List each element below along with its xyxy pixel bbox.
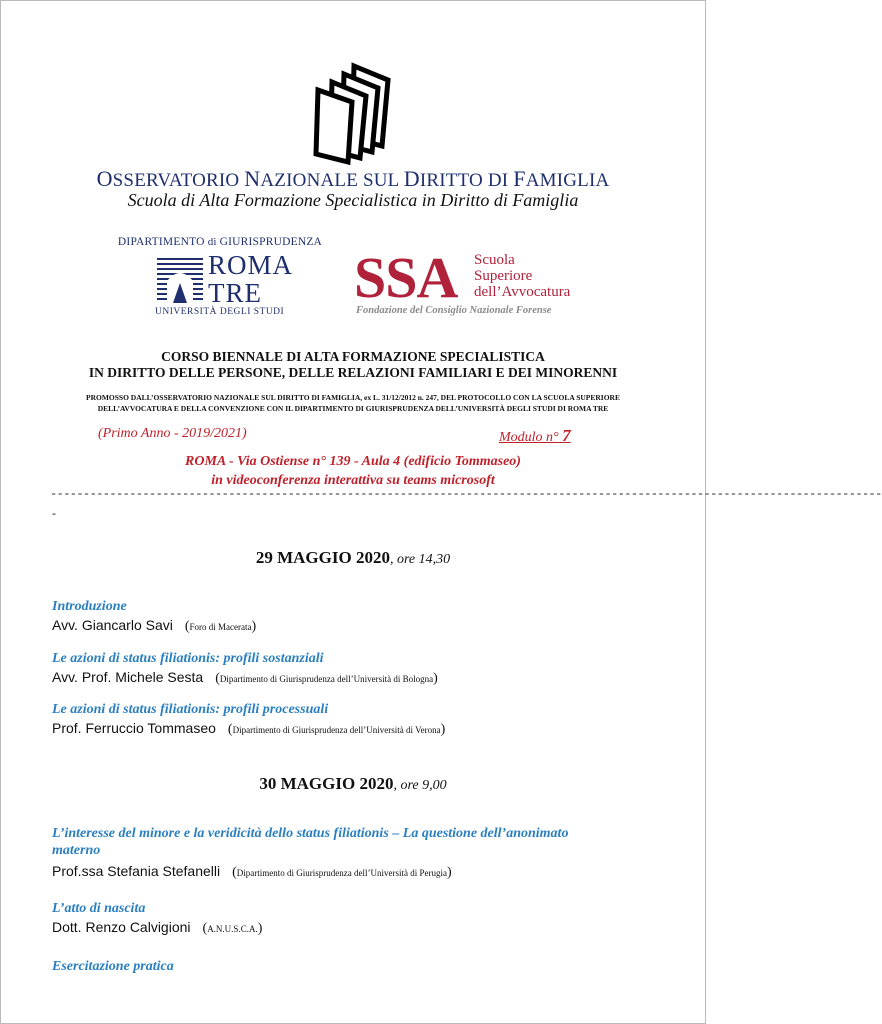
course-location: ROMA - Via Ostiense n° 139 - Aula 4 (edificio Tommaseo) in videoconferenza interattiva su teams microsoft xyxy=(185,454,521,488)
roma-tre-universita: UNIVERSITÀ DEGLI STUDI xyxy=(155,307,285,317)
session-topic: Le azioni di status filiationis: profili sostanziali xyxy=(52,651,324,666)
primo-anno: (Primo Anno - 2019/2021) xyxy=(98,426,247,441)
roma-tre-arch-icon xyxy=(155,253,205,307)
session-speaker: Prof. Ferruccio Tommaseo (Dipartimento di Giurisprudenza dell’Università di Verona) xyxy=(52,720,446,737)
ssa-logo: SSA xyxy=(354,245,458,310)
session-topic: Esercitazione pratica xyxy=(52,959,174,974)
observatorio-logo xyxy=(312,58,394,162)
session-topic: L’interesse del minore e la veridicità dello status filiationis – La questione dell’anonimato materno xyxy=(52,826,569,858)
session-speaker: Avv. Giancarlo Savi (Foro di Macerata) xyxy=(52,617,257,634)
divider: ------------------------------------------------------------------------------------------------------------------------------ xyxy=(50,487,882,501)
day1-date: 29 MAGGIO 2020, ore 14,30 xyxy=(255,548,451,567)
session-topic: Le azioni di status filiationis: profili processuali xyxy=(52,702,329,717)
divider-end: - xyxy=(52,506,56,520)
session-speaker: Avv. Prof. Michele Sesta (Dipartimento di Giurisprudenza dell’Università di Bologna) xyxy=(52,669,438,686)
ssa-scuola-text: Scuola Superiore dell’Avvocatura xyxy=(474,252,571,300)
day2-date: 30 MAGGIO 2020, ore 9,00 xyxy=(259,774,447,793)
session-speaker: Prof.ssa Stefania Stefanelli (Dipartimento di Giurisprudenza dell’Università di Perugia) xyxy=(52,863,452,880)
session-topic: L’atto di nascita xyxy=(52,901,146,916)
ssa-fondazione: Fondazione del Consiglio Nazionale Forense xyxy=(356,305,552,316)
observatorio-subtitle: Scuola di Alta Formazione Specialistica in Diritto di Famiglia xyxy=(127,190,579,210)
course-title: CORSO BIENNALE DI ALTA FORMAZIONE SPECIALISTICA IN DIRITTO DELLE PERSONE, DELLE RELAZIONI FAMILIARI E DEI MINORENNI xyxy=(88,349,618,380)
observatorio-title: OSSERVATORIO NAZIONALE SUL DIRITTO DI FAMIGLIA xyxy=(96,166,610,191)
modulo-number: Modulo n° 7 xyxy=(499,426,571,445)
dipartimento-label: DIPARTIMENTO di GIURISPRUDENZA xyxy=(117,236,323,248)
session-topic: Introduzione xyxy=(52,599,127,614)
session-speaker: Dott. Renzo Calvigioni (A.N.U.S.C.A.) xyxy=(52,919,263,936)
course-promo: PROMOSSO DALL’OSSERVATORIO NAZIONALE SUL DIRITTO DI FAMIGLIA, ex L. 31/12/2012 n. 247, DEL PROTOCOLLO CON LA SCUOLA SUPERIORE DELL’AVVOCATURA E DELLA CONVENZIONE CON IL DIPARTIMENTO DI GIURISPRUDENZA DELL’UNIVERSITÀ DEGLI STUDI DI ROMA TRE xyxy=(86,393,620,413)
roma-tre-name: ROMA TRE xyxy=(208,250,294,308)
